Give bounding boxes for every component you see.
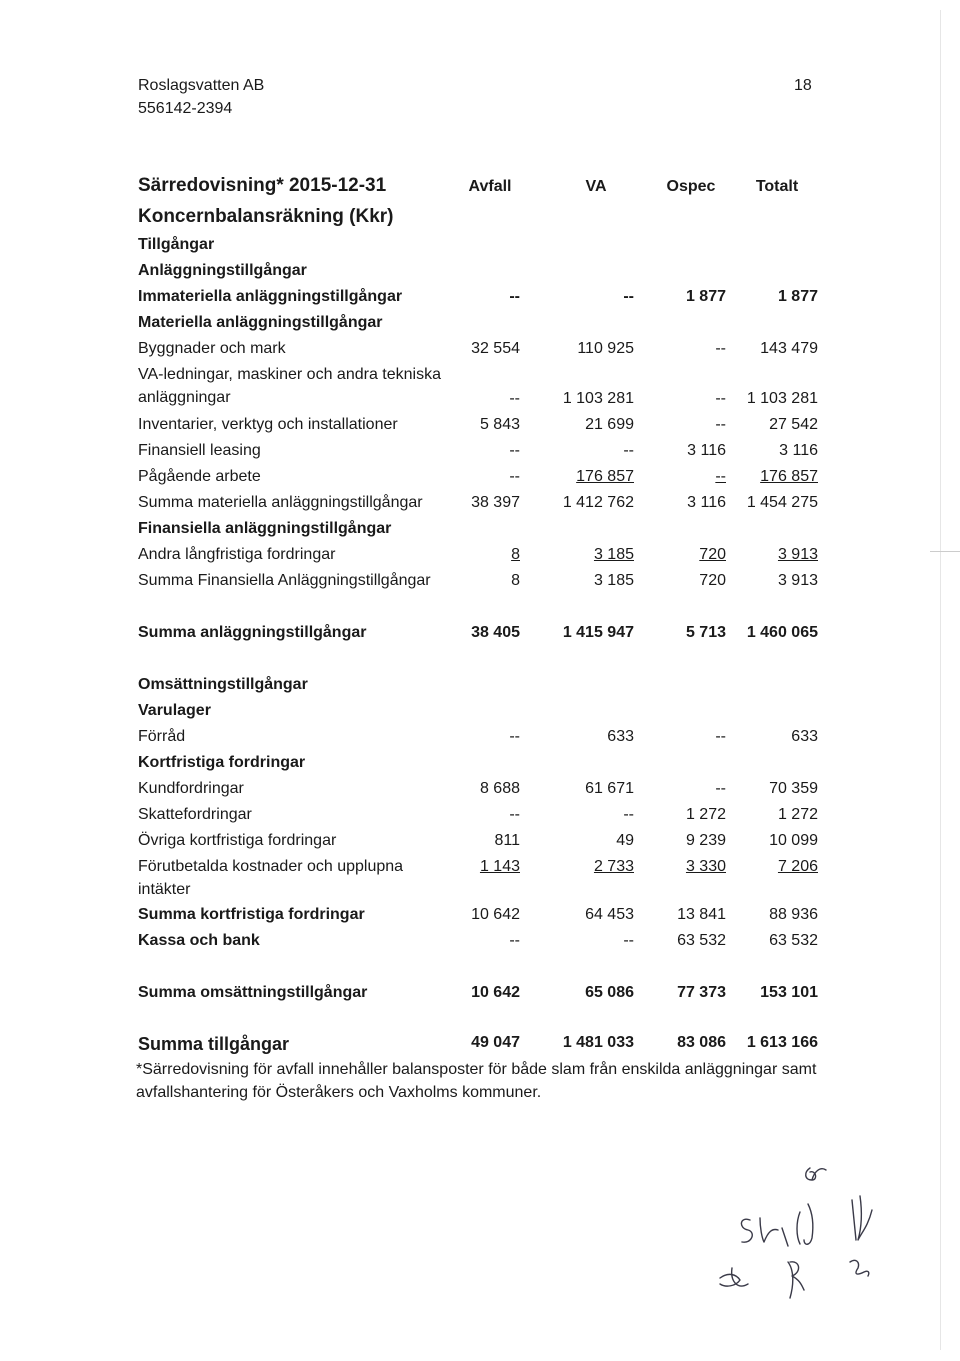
cell-totalt: 1 460 065 bbox=[746, 624, 818, 641]
footnote: *Särredovisning för avfall innehåller balansposter för både slam från enskilda anläggningar samt avfallshantering för Österåkers och Vaxholms kommuner. bbox=[136, 1061, 817, 1101]
cell-ospec: 5 713 bbox=[685, 624, 726, 641]
cell-va: 110 925 bbox=[577, 340, 634, 357]
table-row bbox=[138, 410, 838, 436]
table-row bbox=[138, 230, 838, 256]
cell-avfall: -- bbox=[509, 442, 520, 459]
cell-ospec: -- bbox=[715, 468, 726, 485]
cell-ospec: -- bbox=[715, 390, 726, 407]
section-heading: Materiella anläggningstillgångar bbox=[138, 314, 383, 331]
cell-ospec: 720 bbox=[699, 572, 726, 589]
table-row bbox=[138, 900, 838, 926]
table-row bbox=[138, 926, 838, 952]
cell-avfall: 8 688 bbox=[479, 780, 520, 797]
row-label: Övriga kortfristiga fordringar bbox=[138, 832, 337, 849]
scan-mark bbox=[930, 551, 960, 552]
spacer bbox=[138, 1004, 838, 1030]
cell-totalt: 88 936 bbox=[769, 906, 818, 923]
row-label: Summa kortfristiga fordringar bbox=[138, 906, 365, 923]
table-row bbox=[138, 282, 838, 308]
cell-va: 633 bbox=[607, 728, 634, 745]
row-label: Summa omsättningstillgångar bbox=[138, 984, 368, 1001]
row-label: Förråd bbox=[138, 728, 186, 745]
table-row bbox=[138, 826, 838, 852]
handwritten-signatures bbox=[690, 1150, 920, 1320]
cell-totalt: 10 099 bbox=[769, 832, 818, 849]
cell-ospec: 1 877 bbox=[685, 288, 726, 305]
table-row bbox=[138, 852, 838, 900]
company-block bbox=[138, 74, 264, 120]
cell-totalt: 3 116 bbox=[779, 442, 818, 459]
cell-avfall: -- bbox=[509, 288, 520, 305]
row-label: Andra långfristiga fordringar bbox=[138, 546, 336, 563]
cell-avfall: -- bbox=[509, 932, 520, 949]
cell-avfall: -- bbox=[509, 806, 520, 823]
cell-ospec: 9 239 bbox=[685, 832, 726, 849]
company-name: Roslagsvatten AB bbox=[138, 77, 265, 94]
table-row bbox=[138, 774, 838, 800]
cell-avfall: -- bbox=[509, 390, 520, 407]
row-label: Summa materiella anläggningstillgångar bbox=[138, 494, 423, 511]
cell-totalt: 153 101 bbox=[760, 984, 818, 1001]
row-label: Pågående arbete bbox=[138, 468, 261, 485]
section-heading: Varulager bbox=[138, 702, 211, 719]
table-row bbox=[138, 696, 838, 722]
row-label: Kassa och bank bbox=[138, 932, 260, 949]
cell-ospec: 3 116 bbox=[687, 494, 726, 511]
cell-va: -- bbox=[623, 806, 634, 823]
scan-edge bbox=[940, 10, 941, 1350]
row-label: VA-ledningar, maskiner och andra tekniska anläggningar bbox=[138, 366, 441, 406]
row-label: Summa anläggningstillgångar bbox=[138, 624, 367, 641]
cell-avfall: 5 843 bbox=[479, 416, 520, 433]
table-row bbox=[138, 462, 838, 488]
table-row bbox=[138, 334, 838, 360]
cell-ospec: 1 272 bbox=[685, 806, 726, 823]
table-row bbox=[138, 670, 838, 696]
org-number: 556142-2394 bbox=[138, 100, 233, 117]
cell-ospec: -- bbox=[715, 416, 726, 433]
cell-va: 1 412 762 bbox=[562, 494, 634, 511]
row-label: Byggnader och mark bbox=[138, 340, 286, 357]
col-header-avfall: Avfall bbox=[468, 178, 512, 195]
cell-ospec: 63 532 bbox=[677, 932, 726, 949]
cell-va: 2 733 bbox=[593, 858, 634, 875]
row-label: Kundfordringar bbox=[138, 780, 244, 797]
cell-avfall: 1 143 bbox=[479, 858, 520, 875]
cell-va: 176 857 bbox=[576, 468, 634, 485]
cell-va: 1 103 281 bbox=[562, 390, 634, 407]
table-row bbox=[138, 748, 838, 774]
cell-totalt: 63 532 bbox=[769, 932, 818, 949]
cell-va: 1 481 033 bbox=[562, 1034, 634, 1051]
cell-totalt: 1 613 166 bbox=[746, 1034, 818, 1051]
col-header-totalt: Totalt bbox=[755, 178, 799, 195]
table-row bbox=[138, 256, 838, 282]
cell-va: 49 bbox=[616, 832, 634, 849]
cell-ospec: -- bbox=[715, 780, 726, 797]
cell-totalt: 143 479 bbox=[760, 340, 818, 357]
cell-totalt: 1 103 281 bbox=[746, 390, 818, 407]
cell-ospec: 720 bbox=[699, 546, 726, 563]
spacer bbox=[138, 952, 838, 978]
cell-totalt: 7 206 bbox=[777, 858, 818, 875]
cell-ospec: -- bbox=[715, 728, 726, 745]
cell-totalt: 1 877 bbox=[777, 288, 818, 305]
cell-avfall: 49 047 bbox=[471, 1034, 520, 1051]
table-row bbox=[138, 722, 838, 748]
cell-va: 64 453 bbox=[585, 906, 634, 923]
cell-avfall: -- bbox=[509, 728, 520, 745]
table-row bbox=[138, 566, 838, 592]
spacer bbox=[138, 644, 838, 670]
table-row bbox=[138, 436, 838, 462]
spacer bbox=[138, 592, 838, 618]
cell-avfall: -- bbox=[509, 468, 520, 485]
section-heading: Finansiella anläggningstillgångar bbox=[138, 520, 392, 537]
section-heading: Omsättningstillgångar bbox=[138, 676, 308, 693]
cell-va: -- bbox=[623, 932, 634, 949]
table-row bbox=[138, 308, 838, 334]
cell-va: 3 185 bbox=[593, 572, 634, 589]
section-heading: Anläggningstillgångar bbox=[138, 262, 307, 279]
cell-va: 61 671 bbox=[585, 780, 634, 797]
row-label: Summa Finansiella Anläggningstillgångar bbox=[138, 572, 431, 589]
cell-avfall: 10 642 bbox=[471, 906, 520, 923]
row-label: Finansiell leasing bbox=[138, 442, 261, 459]
table-row bbox=[138, 618, 838, 644]
row-label: Skattefordringar bbox=[138, 806, 252, 823]
cell-ospec: 13 841 bbox=[677, 906, 726, 923]
cell-totalt: 70 359 bbox=[769, 780, 818, 797]
cell-avfall: 32 554 bbox=[471, 340, 520, 357]
cell-ospec: 3 330 bbox=[685, 858, 726, 875]
report-title: Särredovisning* 2015-12-31 bbox=[138, 175, 387, 196]
cell-avfall: 38 405 bbox=[471, 624, 520, 641]
table-row bbox=[138, 800, 838, 826]
row-label: Summa tillgångar bbox=[138, 1034, 290, 1054]
cell-totalt: 633 bbox=[791, 728, 818, 745]
cell-avfall: 811 bbox=[494, 832, 520, 849]
cell-va: 65 086 bbox=[585, 984, 634, 1001]
table-row bbox=[138, 202, 838, 230]
row-label: Immateriella anläggningstillgångar bbox=[138, 288, 403, 305]
cell-va: 3 185 bbox=[593, 546, 634, 563]
table-row bbox=[138, 540, 838, 566]
balance-sheet-table bbox=[138, 172, 838, 1056]
page-number: 18 bbox=[794, 77, 812, 94]
cell-va: -- bbox=[623, 442, 634, 459]
cell-ospec: -- bbox=[715, 340, 726, 357]
cell-ospec: 83 086 bbox=[677, 1034, 726, 1051]
cell-totalt: 3 913 bbox=[777, 572, 818, 589]
col-header-ospec: Ospec bbox=[666, 178, 716, 195]
table-row bbox=[138, 488, 838, 514]
cell-avfall: 38 397 bbox=[471, 494, 520, 511]
cell-ospec: 77 373 bbox=[677, 984, 726, 1001]
cell-totalt: 27 542 bbox=[769, 416, 818, 433]
section-heading: Kortfristiga fordringar bbox=[138, 754, 306, 771]
cell-totalt: 1 454 275 bbox=[746, 494, 818, 511]
cell-ospec: 3 116 bbox=[687, 442, 726, 459]
cell-avfall: 10 642 bbox=[471, 984, 520, 1001]
cell-totalt: 1 272 bbox=[777, 806, 818, 823]
cell-va: 1 415 947 bbox=[562, 624, 634, 641]
section-heading: Tillgångar bbox=[138, 236, 215, 253]
table-row bbox=[138, 360, 838, 410]
cell-va: 21 699 bbox=[585, 416, 634, 433]
subtitle: Koncernbalansräkning (Kkr) bbox=[138, 206, 394, 227]
cell-va: -- bbox=[623, 288, 634, 305]
table-row bbox=[138, 978, 838, 1004]
row-label: Förutbetalda kostnader och upplupna intäkter bbox=[138, 858, 404, 898]
table-header-row bbox=[138, 172, 838, 202]
table-row bbox=[138, 1030, 838, 1056]
row-label: Inventarier, verktyg och installationer bbox=[138, 416, 398, 433]
table-row bbox=[138, 514, 838, 540]
cell-totalt: 176 857 bbox=[760, 468, 818, 485]
cell-avfall: 8 bbox=[511, 546, 520, 563]
cell-avfall: 8 bbox=[511, 572, 520, 589]
col-header-va: VA bbox=[585, 178, 607, 195]
cell-totalt: 3 913 bbox=[777, 546, 818, 563]
